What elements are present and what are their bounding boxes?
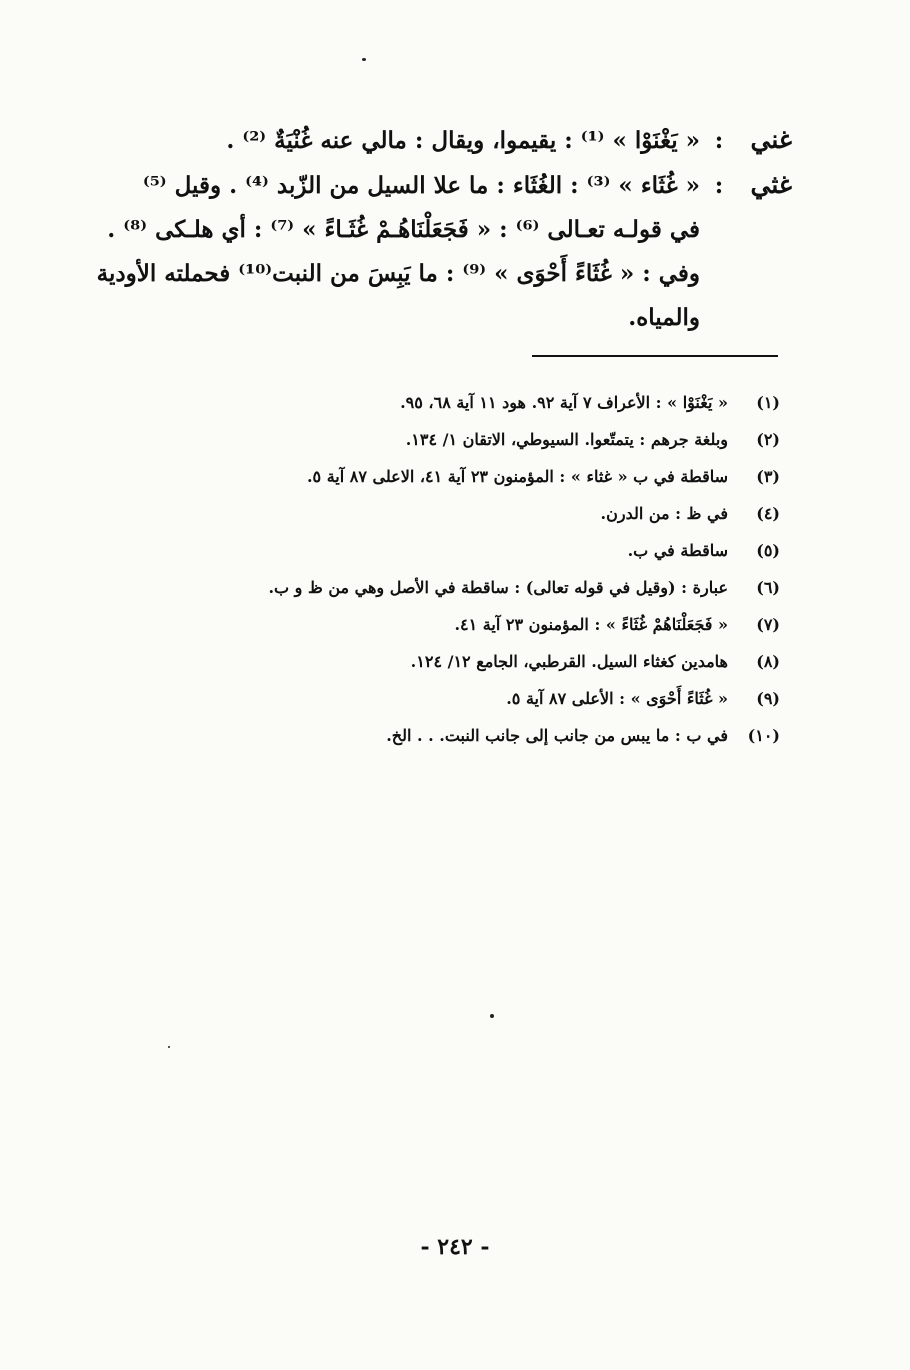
footnote-text: عبارة : (وقيل في قوله تعالى) : ساقطة في الأصل وهي من ظ و ب.: [268, 578, 728, 597]
footnote-text: « غُثَاءً أَحْوَى » : الأعلى ٨٧ آية ٥.: [506, 689, 728, 708]
footnote-number: (٦): [756, 578, 780, 597]
footnotes-list: [150, 384, 780, 754]
entry-text-line: « غُثَاء » ⁽³⁾ : الغُثَاء : ما علا السيل من الزّبد ⁽⁴⁾ . وقيل ⁽⁵⁾: [142, 172, 700, 199]
footnote-text: وبلغة جرهم : يتمتّعوا. السيوطي، الاتقان ١/ ١٣٤.: [405, 430, 728, 449]
footnote-number: (٤): [756, 504, 780, 523]
footnote-item: [150, 384, 780, 421]
footnote-text: في ب : ما يبس من جانب إلى جانب النبت. . . الخ.: [386, 726, 728, 745]
entry-headword: غني: [750, 125, 792, 154]
entry-headword: غثي: [750, 170, 792, 199]
colon-separator: :: [714, 172, 724, 199]
scan-speck: [362, 58, 366, 61]
footnote-item: [150, 606, 780, 643]
dictionary-entries: [96, 118, 792, 340]
footnote-number: (١): [756, 393, 780, 412]
footnote-number: (٥): [756, 541, 780, 560]
footnote-text: ساقطة في ب « غثاء » : المؤمنون ٢٣ آية ٤١، الاعلى ٨٧ آية ٥.: [306, 467, 728, 486]
footnote-text: « فَجَعَلْنَاهُمْ غُثَاءً » : المؤمنون ٢٣ آية ٤١.: [454, 615, 728, 634]
footnote-number: (٨): [756, 652, 780, 671]
footnote-item: [150, 421, 780, 458]
entry-text-line: والمياه.: [628, 304, 700, 331]
entry-text-line: « يَغْنَوْا » ⁽¹⁾ : يقيموا، ويقال : مالي عنه غُنْيَةٌ ⁽²⁾ .: [226, 127, 700, 154]
footnote-divider: [532, 355, 778, 357]
entry-text-line: وفي : « غُثَاءً أَحْوَى » ⁽⁹⁾ : ما يَبِسَ من النبت⁽¹⁰⁾ فحملته الأودية: [96, 260, 700, 287]
entry-continuation: [96, 252, 792, 296]
scan-speck: [490, 1014, 494, 1018]
footnote-number: (٩): [756, 689, 780, 708]
footnote-item: [150, 643, 780, 680]
footnote-item: [150, 495, 780, 532]
footnote-item: [150, 717, 780, 754]
scan-speck: [168, 1046, 170, 1048]
footnote-text: ساقطة في ب.: [627, 541, 728, 560]
entry-ghathi: [108, 163, 792, 208]
entry-text-line: في قولـه تعـالى ⁽⁶⁾ : « فَجَعَلْنَاهُـمْ غُثَـاءً » ⁽⁷⁾ : أي هلـكى ⁽⁸⁾ .: [107, 216, 700, 243]
footnote-text: في ظ : من الدرن.: [600, 504, 728, 523]
footnote-number: (٣): [756, 467, 780, 486]
footnote-text: « يَغْنَوْا » : الأعراف ٧ آية ٩٢. هود ١١ آية ٦٨، ٩٥.: [400, 393, 728, 412]
entry-ghani: [108, 118, 792, 163]
entry-continuation: [108, 296, 792, 340]
footnote-item: [150, 532, 780, 569]
entry-continuation: [108, 208, 792, 252]
footnote-text: هامدين كغثاء السيل. القرطبي، الجامع ١٢/ ١٢٤.: [410, 652, 728, 671]
footnote-item: [150, 458, 780, 495]
footnote-item: [150, 569, 780, 606]
page-number: - ٢٤٢ -: [420, 1234, 490, 1260]
footnote-item: [150, 680, 780, 717]
footnote-number: (٢): [756, 430, 780, 449]
colon-separator: :: [714, 127, 724, 154]
footnote-number: (٧): [756, 615, 780, 634]
footnote-number: (١٠): [747, 726, 780, 745]
